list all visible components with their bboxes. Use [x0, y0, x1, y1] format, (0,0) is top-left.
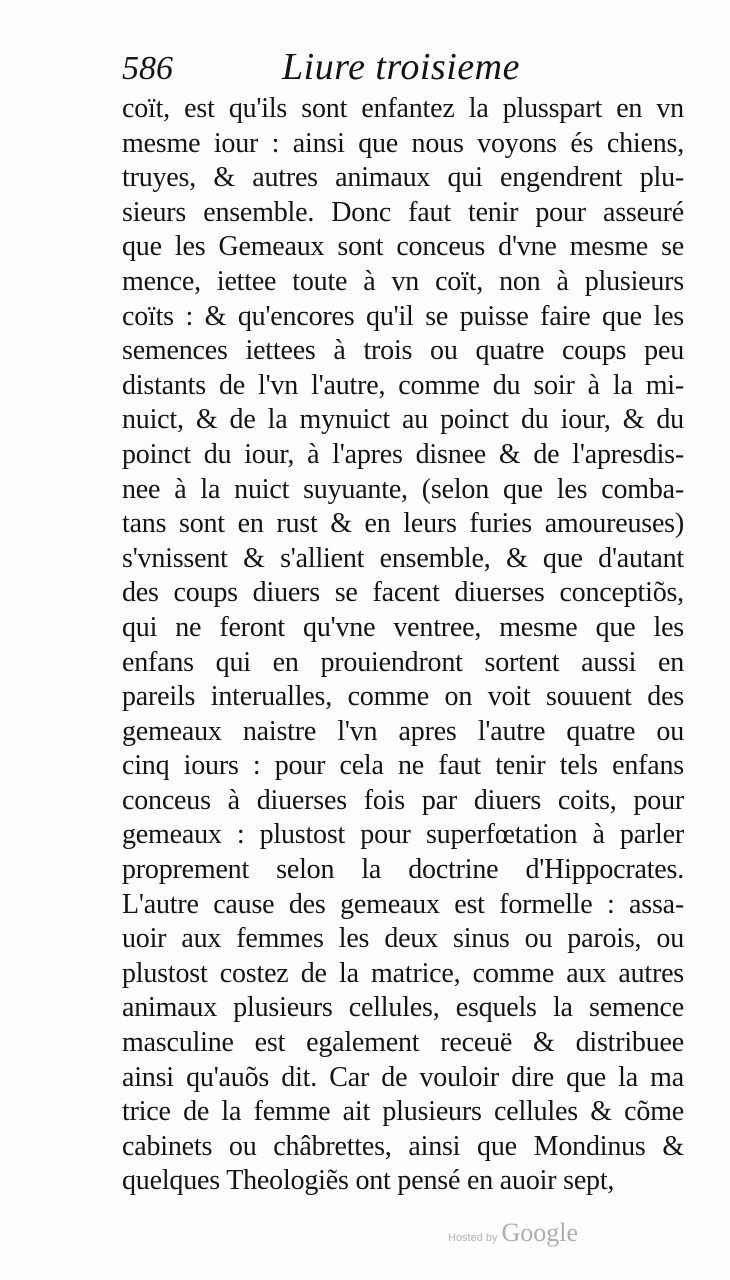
- text-line: trice de la femme ait plusieurs cellules & cõme: [122, 1096, 684, 1128]
- text-line: conceus à diuerses fois par diuers coits, pour: [122, 784, 684, 816]
- text-line: mence, iettee toute à vn coït, non à plusieurs: [122, 265, 684, 297]
- text-line: truyes, & autres animaux qui engendrent plu-: [122, 162, 684, 194]
- page-header: [122, 46, 682, 92]
- text-line: proprement selon la doctrine d'Hippocrates.: [122, 854, 684, 886]
- text-line: coïts : & qu'encores qu'il se puisse faire que les: [122, 300, 684, 332]
- text-line: cinq iours : pour cela ne faut tenir tels enfans: [122, 750, 684, 782]
- text-line: nee à la nuict suyuante, (selon que les comba-: [122, 473, 684, 505]
- text-line: nuict, & de la mynuict au poinct du iour, & du: [122, 404, 684, 436]
- text-line: plustost costez de la matrice, comme aux autres: [122, 957, 684, 989]
- google-watermark: [448, 1218, 578, 1248]
- text-line: gemeaux : plustost pour superfœtation à parler: [122, 819, 684, 851]
- text-line: pareils interualles, comme on voit souuent des: [122, 681, 684, 713]
- text-line: uoir aux femmes les deux sinus ou parois, ou: [122, 923, 684, 955]
- text-line: L'autre cause des gemeaux est formelle : assa-: [122, 888, 684, 920]
- text-line: semences iettees à trois ou quatre coups peu: [122, 335, 684, 367]
- text-line: s'vnissent & s'allient ensemble, & que d'autant: [122, 542, 684, 574]
- google-logo: Google: [501, 1218, 579, 1247]
- text-line: masculine est egalement receuë & distribuee: [122, 1027, 684, 1059]
- text-line: tans sont en rust & en leurs furies amoureuses): [122, 508, 684, 540]
- text-line: quelques Theologiẽs ont pensé en auoir sept,: [122, 1165, 615, 1197]
- text-line: animaux plusieurs cellules, esquels la semence: [122, 992, 684, 1024]
- hosted-by-label: Hosted by: [448, 1232, 498, 1244]
- text-line: enfans qui en prouiendront sortent aussi en: [122, 646, 684, 678]
- text-line: distants de l'vn l'autre, comme du soir à la mi-: [122, 369, 684, 401]
- text-line: ainsi qu'auõs dit. Car de vouloir dire que la ma: [122, 1061, 684, 1093]
- text-line: sieurs ensemble. Donc faut tenir pour asseuré: [122, 196, 684, 228]
- text-line: gemeaux naistre l'vn apres l'autre quatre ou: [122, 715, 684, 747]
- text-line: poinct du iour, à l'apres disnee & de l'apresdis-: [122, 438, 684, 470]
- text-line: que les Gemeaux sont conceus d'vne mesme se: [122, 231, 684, 263]
- running-head: Liure troisieme: [282, 46, 520, 88]
- text-line: mesme iour : ainsi que nous voyons és chiens,: [122, 127, 684, 159]
- page-number: 586: [122, 50, 173, 87]
- text-line: des coups diuers se facent diuerses conceptiõs,: [122, 577, 684, 609]
- text-line: coït, est qu'ils sont enfantez la plusspart en vn: [122, 93, 684, 124]
- text-line: cabinets ou châbrettes, ainsi que Mondinus &: [122, 1130, 684, 1162]
- text-line: qui ne feront qu'vne ventree, mesme que les: [122, 611, 684, 643]
- body-text: [122, 92, 684, 1199]
